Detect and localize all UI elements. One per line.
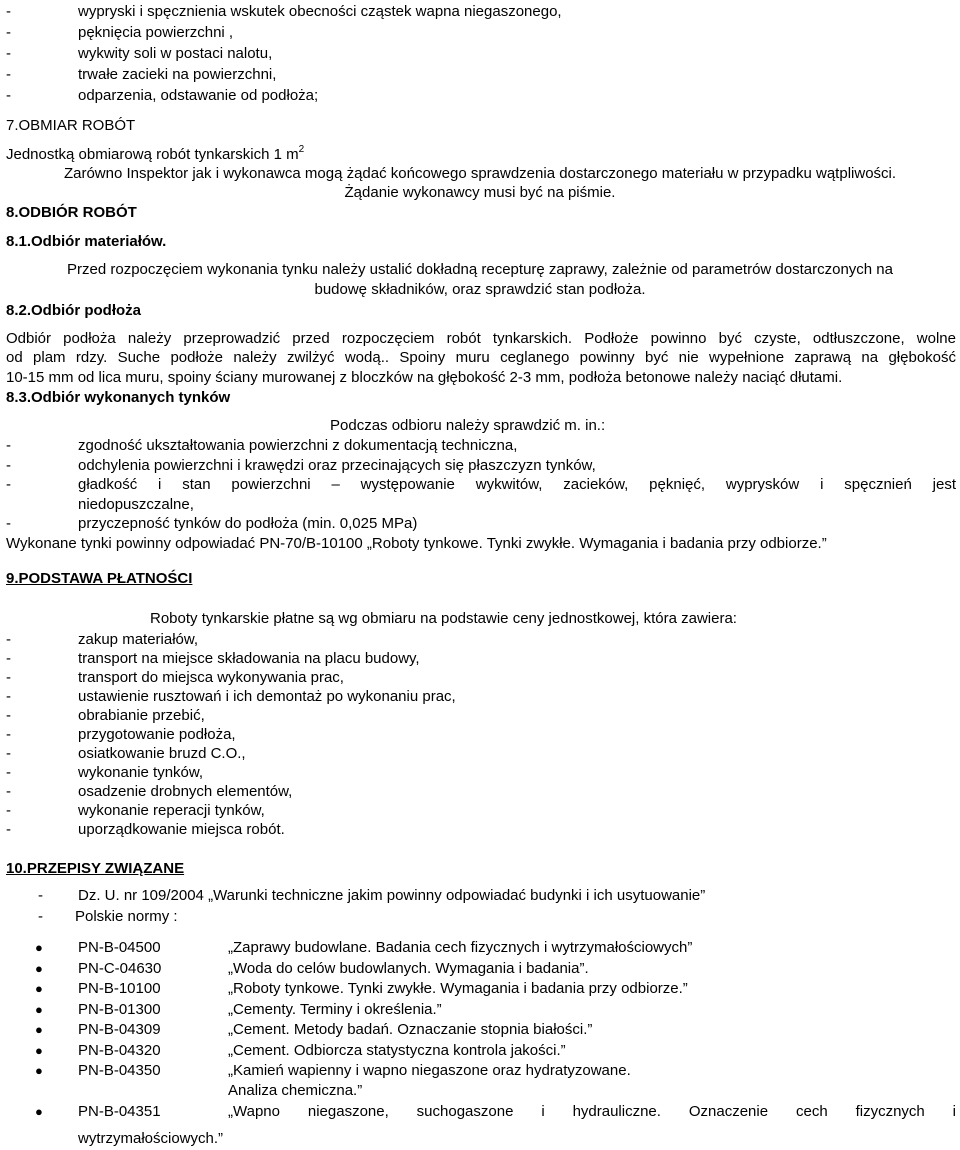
section-7-line-2: Żądanie wykonawcy musi być na piśmie.	[344, 184, 616, 201]
section-8-1-line-2: budowę składników, oraz sprawdzić stan podłoża.	[314, 281, 646, 298]
bullet-icon: ●	[35, 1063, 43, 1078]
norm-item: ● PN-B-10100 „Roboty tynkowe. Tynki zwykłe. Wymagania i badania przy odbiorze.”	[35, 980, 688, 997]
section-9-intro: Roboty tynkarskie płatne są wg obmiaru na podstawie ceny jednostkowej, która zawiera:	[150, 610, 737, 627]
norm-item: ● PN-B-04351 „Wapno niegaszone, suchogaszone i hydrauliczne. Oznaczenie cech fizycznych i	[35, 1103, 956, 1120]
list-item: - trwałe zacieki na powierzchni,	[6, 66, 277, 83]
section-8-3-final: Wykonane tynki powinny odpowiadać PN-70/B-10100 „Roboty tynkowe. Tynki zwykłe. Wymagania i badania przy odbiorze.”	[6, 535, 827, 552]
list-item: - wykonanie reperacji tynków,	[6, 802, 265, 819]
list-item: - przyczepność tynków do podłoża (min. 0,025 MPa)	[6, 515, 418, 532]
list-item: - przygotowanie podłoża,	[6, 726, 236, 743]
norm-item: ● PN-B-04350 „Kamień wapienny i wapno niegaszone oraz hydratyzowane.	[35, 1062, 631, 1079]
section-8-1-line-1: Przed rozpoczęciem wykonania tynku należy ustalić dokładną recepturę zaprawy, zależnie od parametrów dostarczonych na	[67, 261, 893, 278]
section-8-2-line-3: 10-15 mm od lica muru, spoiny ściany murowanej z bloczków na głębokość 2-3 mm, podłoża betonowe należy naciąć dłutami.	[6, 369, 843, 386]
list-item: - obrabianie przebić,	[6, 707, 205, 724]
list-item: - pęknięcia powierzchni ,	[6, 24, 234, 41]
section-10-heading: 10.PRZEPISY ZWIĄZANE	[6, 860, 185, 877]
section-7-line-1: Zarówno Inspektor jak i wykonawca mogą żądać końcowego sprawdzenia dostarczonego materiału w przypadku wątpliwości.	[63, 165, 897, 182]
norm-item: ● PN-B-04309 „Cement. Metody badań. Oznaczanie stopnia białości.”	[35, 1021, 593, 1038]
list-item: - zgodność ukształtowania powierzchni z dokumentacją techniczna,	[6, 437, 518, 454]
bullet-icon: ●	[35, 1043, 43, 1058]
list-item-continuation: niedopuszczalne,	[78, 496, 194, 513]
section-8-2-heading: 8.2.Odbiór podłoża	[6, 302, 142, 319]
section-8-2-line-2: od plam rdzy. Suche podłoże należy zwilżyć wodą.. Spoiny muru ceglanego powinny być nie wypełnione zaprawą na głębokość	[6, 349, 956, 366]
list-item: - uporządkowanie miejsca robót.	[6, 821, 285, 838]
norm-item: ● PN-B-04320 „Cement. Odbiorcza statystyczna kontrola jakości.”	[35, 1042, 566, 1059]
norm-item-continuation: Analiza chemiczna.”	[228, 1082, 363, 1099]
norm-item: ● PN-B-04500 „Zaprawy budowlane. Badania cech fizycznych i wytrzymałościowych”	[35, 939, 693, 956]
list-item: - osadzenie drobnych elementów,	[6, 783, 293, 800]
section-8-3-intro: Podczas odbioru należy sprawdzić m. in.:	[330, 417, 606, 434]
list-item: - wykonanie tynków,	[6, 764, 204, 781]
bullet-icon: ●	[35, 1022, 43, 1037]
norm-item: ● PN-B-01300 „Cementy. Terminy i określenia.”	[35, 1001, 442, 1018]
list-item: - transport do miejsca wykonywania prac,	[6, 669, 344, 686]
list-item: - transport na miejsce składowania na placu budowy,	[6, 650, 420, 667]
norm-item-continuation: wytrzymałościowych.”	[78, 1130, 224, 1147]
section-7-unit: Jednostką obmiarową robót tynkarskich 1 $m^2$	[6, 144, 305, 163]
list-item: - odchylenia powierzchni i krawędzi oraz przecinających się płaszczyzn tynków,	[6, 457, 596, 474]
bullet-icon: ●	[35, 1002, 43, 1017]
list-item: - osiatkowanie bruzd C.O.,	[6, 745, 246, 762]
section-8-2-line-1: Odbiór podłoża należy przeprowadzić przed rozpoczęciem robót tynkarskich. Podłoże powinno być czyste, odtłuszczone, wolne	[6, 330, 956, 347]
list-item: - odparzenia, odstawanie od podłoża;	[6, 87, 319, 104]
bullet-icon: ●	[35, 981, 43, 996]
section-8-1-heading: 8.1.Odbiór materiałów.	[6, 233, 167, 250]
bullet-icon: ●	[35, 940, 43, 955]
bullet-icon: ●	[35, 1104, 43, 1119]
list-item: - gładkość i stan powierzchni – występowanie wykwitów, zacieków, pęknięć, wyprysków i spęcznień jest	[6, 476, 956, 493]
norm-item: ● PN-C-04630 „Woda do celów budowlanych. Wymagania i badania”.	[35, 960, 589, 977]
list-item: - Dz. U. nr 109/2004 „Warunki techniczne jakim powinny odpowiadać budynki i ich usytuowanie”	[38, 887, 706, 904]
section-8-3-heading: 8.3.Odbiór wykonanych tynków	[6, 389, 231, 406]
list-item: - ustawienie rusztowań i ich demontaż po wykonaniu prac,	[6, 688, 456, 705]
section-8-heading: 8.ODBIÓR ROBÓT	[6, 204, 137, 221]
section-9-heading: 9.PODSTAWA PŁATNOŚCI	[6, 570, 193, 587]
list-item: - wykwity soli w postaci nalotu,	[6, 45, 273, 62]
bullet-icon: ●	[35, 961, 43, 976]
section-7-heading: 7.OBMIAR ROBÓT	[6, 117, 136, 134]
list-item: - wypryski i spęcznienia wskutek obecności cząstek wapna niegaszonego,	[6, 3, 562, 20]
list-item: - zakup materiałów,	[6, 631, 199, 648]
list-item: - Polskie normy :	[38, 908, 178, 925]
